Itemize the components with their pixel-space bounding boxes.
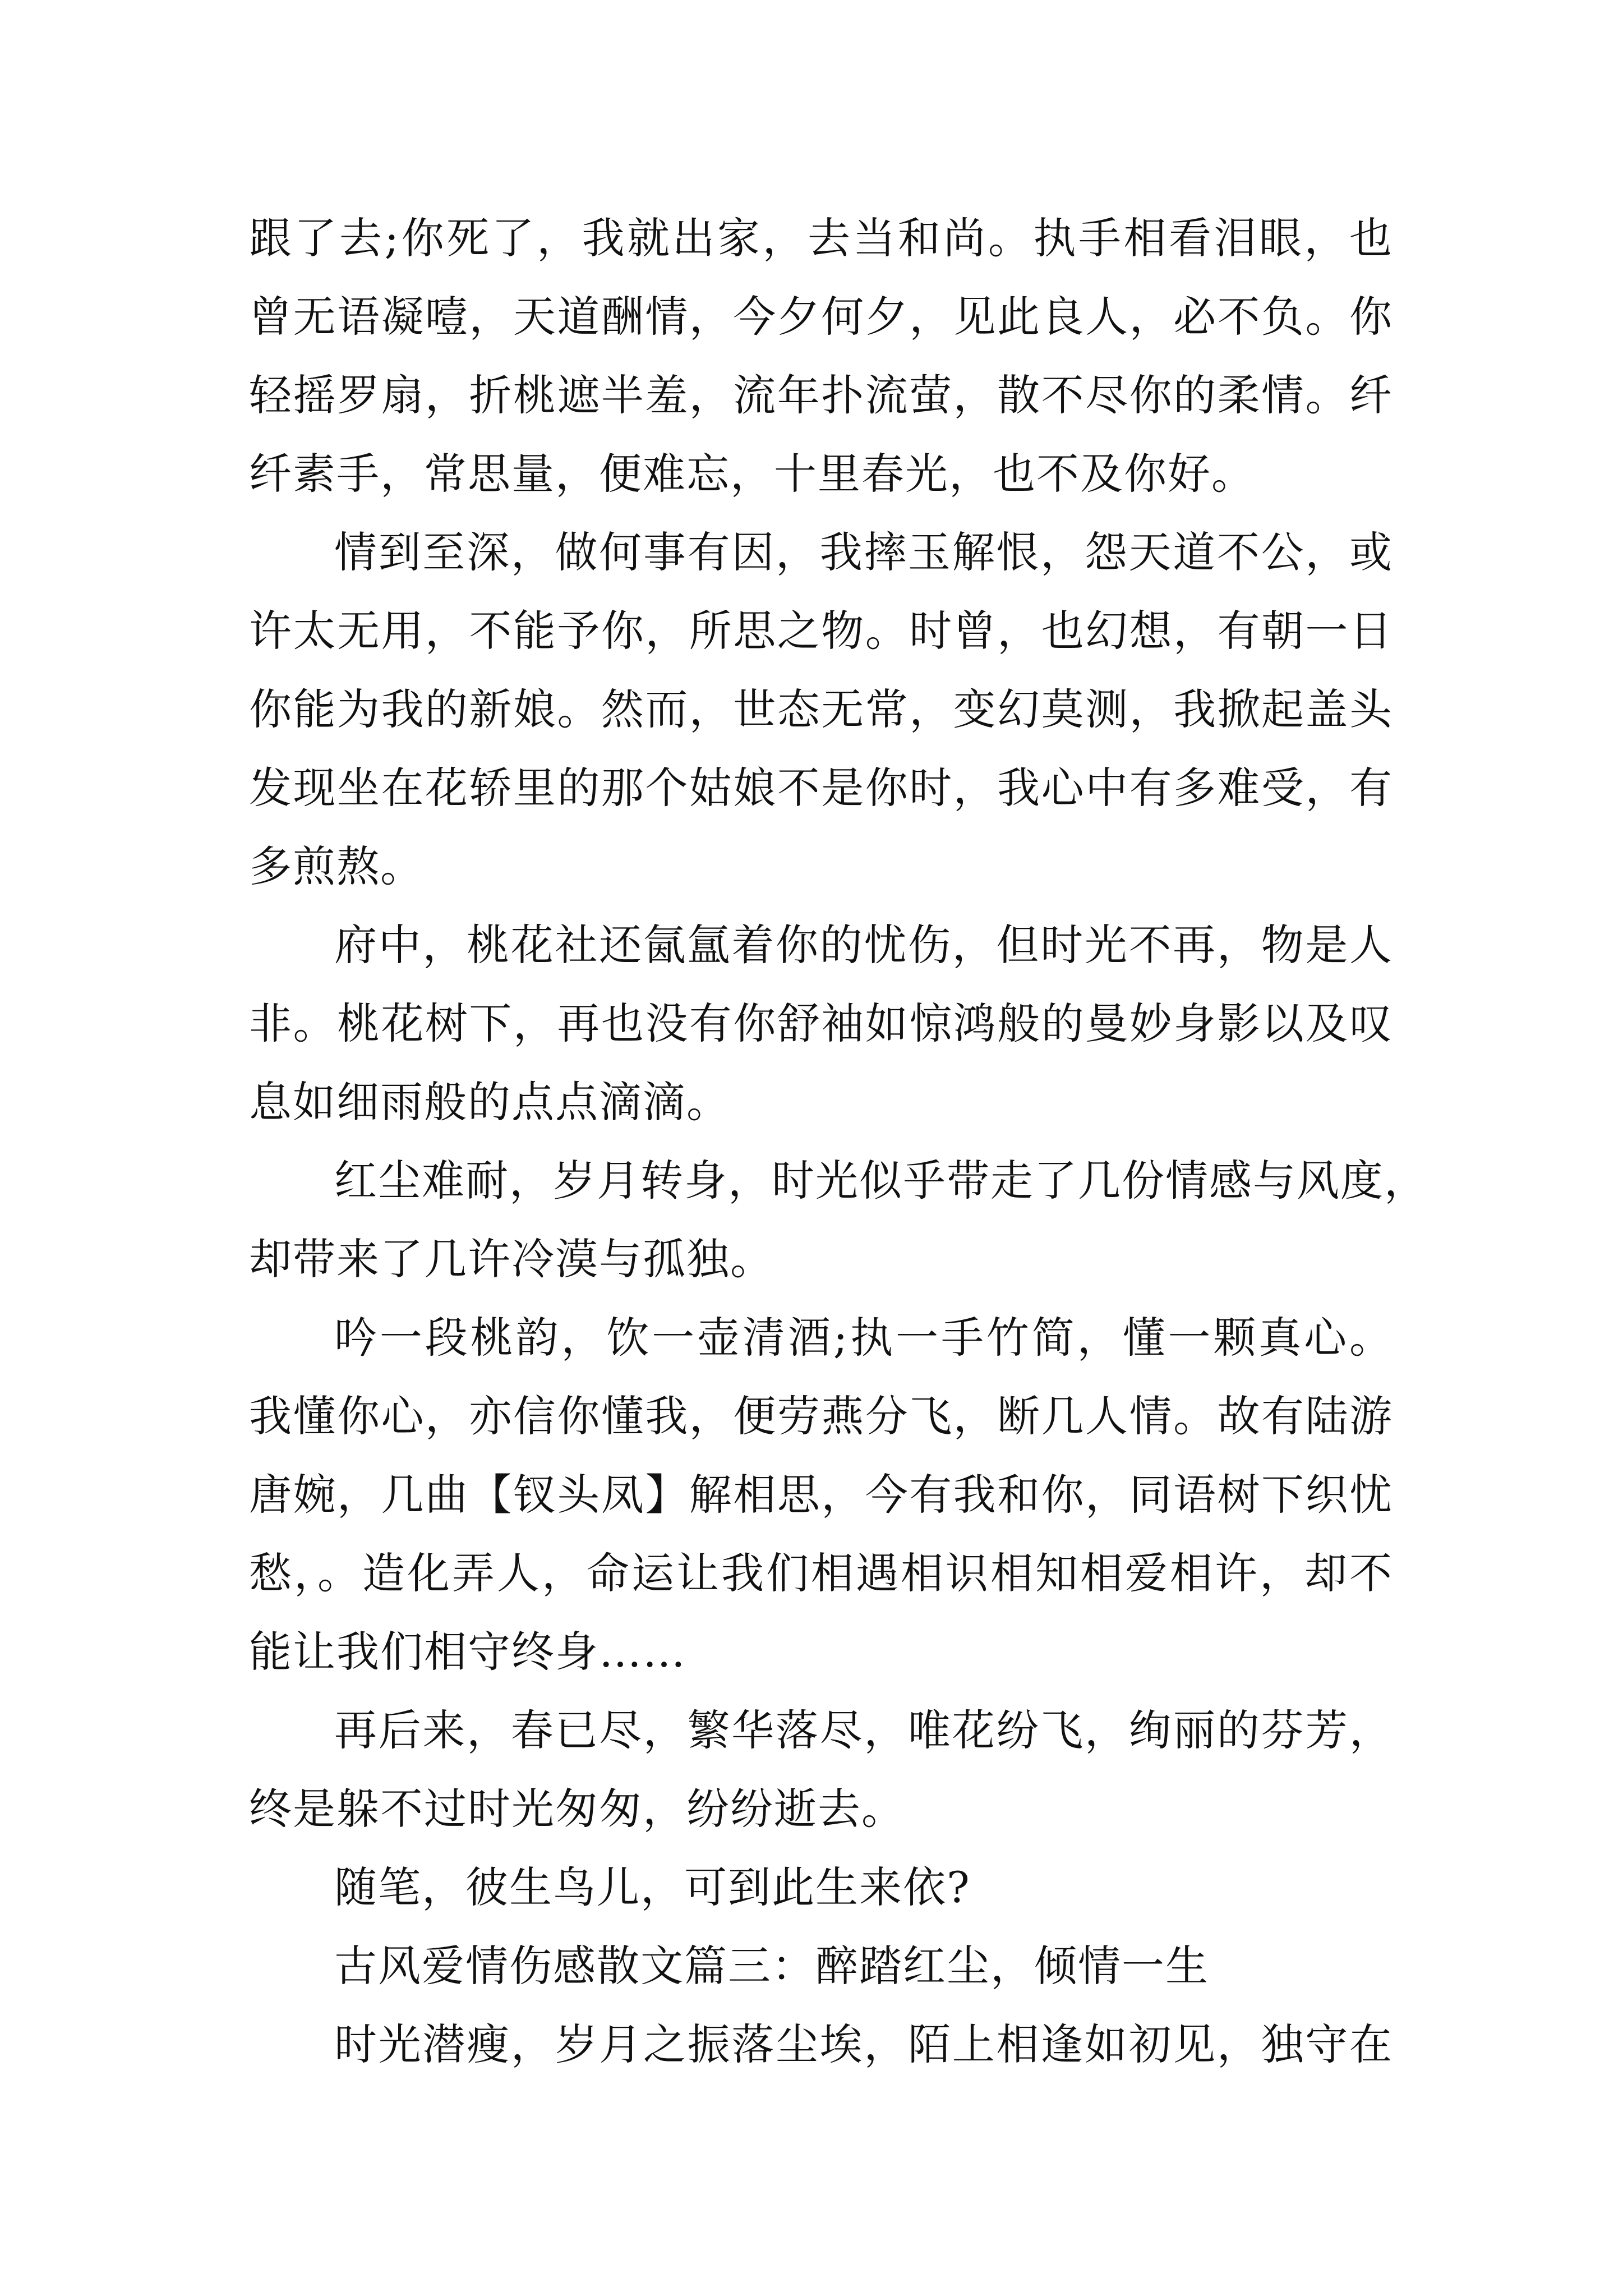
text-line: 再后来，春已尽，繁华落尽，唯花纷飞，绚丽的芬芳， <box>334 1705 1393 1755</box>
text-line: 吟一段桃韵，饮一壶清酒;执一手竹简，懂一颗真心。 <box>334 1313 1393 1363</box>
text-line: 愁，。造化弄人，命运让我们相遇相识相知相爱相许，却不 <box>249 1548 1393 1598</box>
text-line: 曾无语凝噎，天道酬情，今夕何夕，见此良人，必不负。你 <box>249 292 1393 342</box>
text-line: 发现坐在花轿里的那个姑娘不是你时，我心中有多难受，有 <box>249 763 1393 813</box>
document-body <box>249 199 1428 2084</box>
text-line: 随笔，彼生鸟儿，可到此生来依? <box>334 1862 971 1912</box>
text-line: 非。桃花树下，再也没有你舒袖如惊鸿般的曼妙身影以及叹 <box>249 999 1393 1048</box>
text-line: 红尘难耐，岁月转身，时光似乎带走了几份情感与风度， <box>334 1156 1428 1205</box>
text-line: 轻摇罗扇，折桃遮半羞，流年扑流萤，散不尽你的柔情。纤 <box>249 370 1393 420</box>
text-line: 你能为我的新娘。然而，世态无常，变幻莫测，我掀起盖头 <box>249 684 1393 734</box>
text-line: 终是躲不过时光匆匆，纷纷逝去。 <box>249 1784 905 1834</box>
text-line: 许太无用，不能予你，所思之物。时曾，也幻想，有朝一日 <box>249 606 1393 656</box>
text-line: 唐婉，几曲【钗头凤】解相思，今有我和你，同语树下织忧 <box>249 1470 1393 1520</box>
text-line: 能让我们相守终身…… <box>249 1627 686 1677</box>
text-line: 我懂你心，亦信你懂我，便劳燕分飞，断几人情。故有陆游 <box>249 1391 1393 1441</box>
text-line: 跟了去;你死了，我就出家，去当和尚。执手相看泪眼，也 <box>249 213 1393 263</box>
text-line: 多煎熬。 <box>249 841 424 891</box>
text-line: 纤素手，常思量，便难忘，十里春光，也不及你好。 <box>249 449 1255 499</box>
text-line: 古风爱情伤感散文篇三：醉踏红尘，倾情一生 <box>334 1941 1209 1991</box>
text-line: 情到至深，做何事有因，我摔玉解恨，怨天道不公，或 <box>334 527 1393 577</box>
text-line: 时光潜瘦，岁月之振落尘埃，陌上相逢如初见，独守在 <box>334 2019 1393 2069</box>
text-line: 息如细雨般的点点滴滴。 <box>249 1077 730 1127</box>
text-line: 府中，桃花社还氤氲着你的忧伤，但时光不再，物是人 <box>334 920 1393 970</box>
text-line: 却带来了几许冷漠与孤独。 <box>249 1234 774 1284</box>
